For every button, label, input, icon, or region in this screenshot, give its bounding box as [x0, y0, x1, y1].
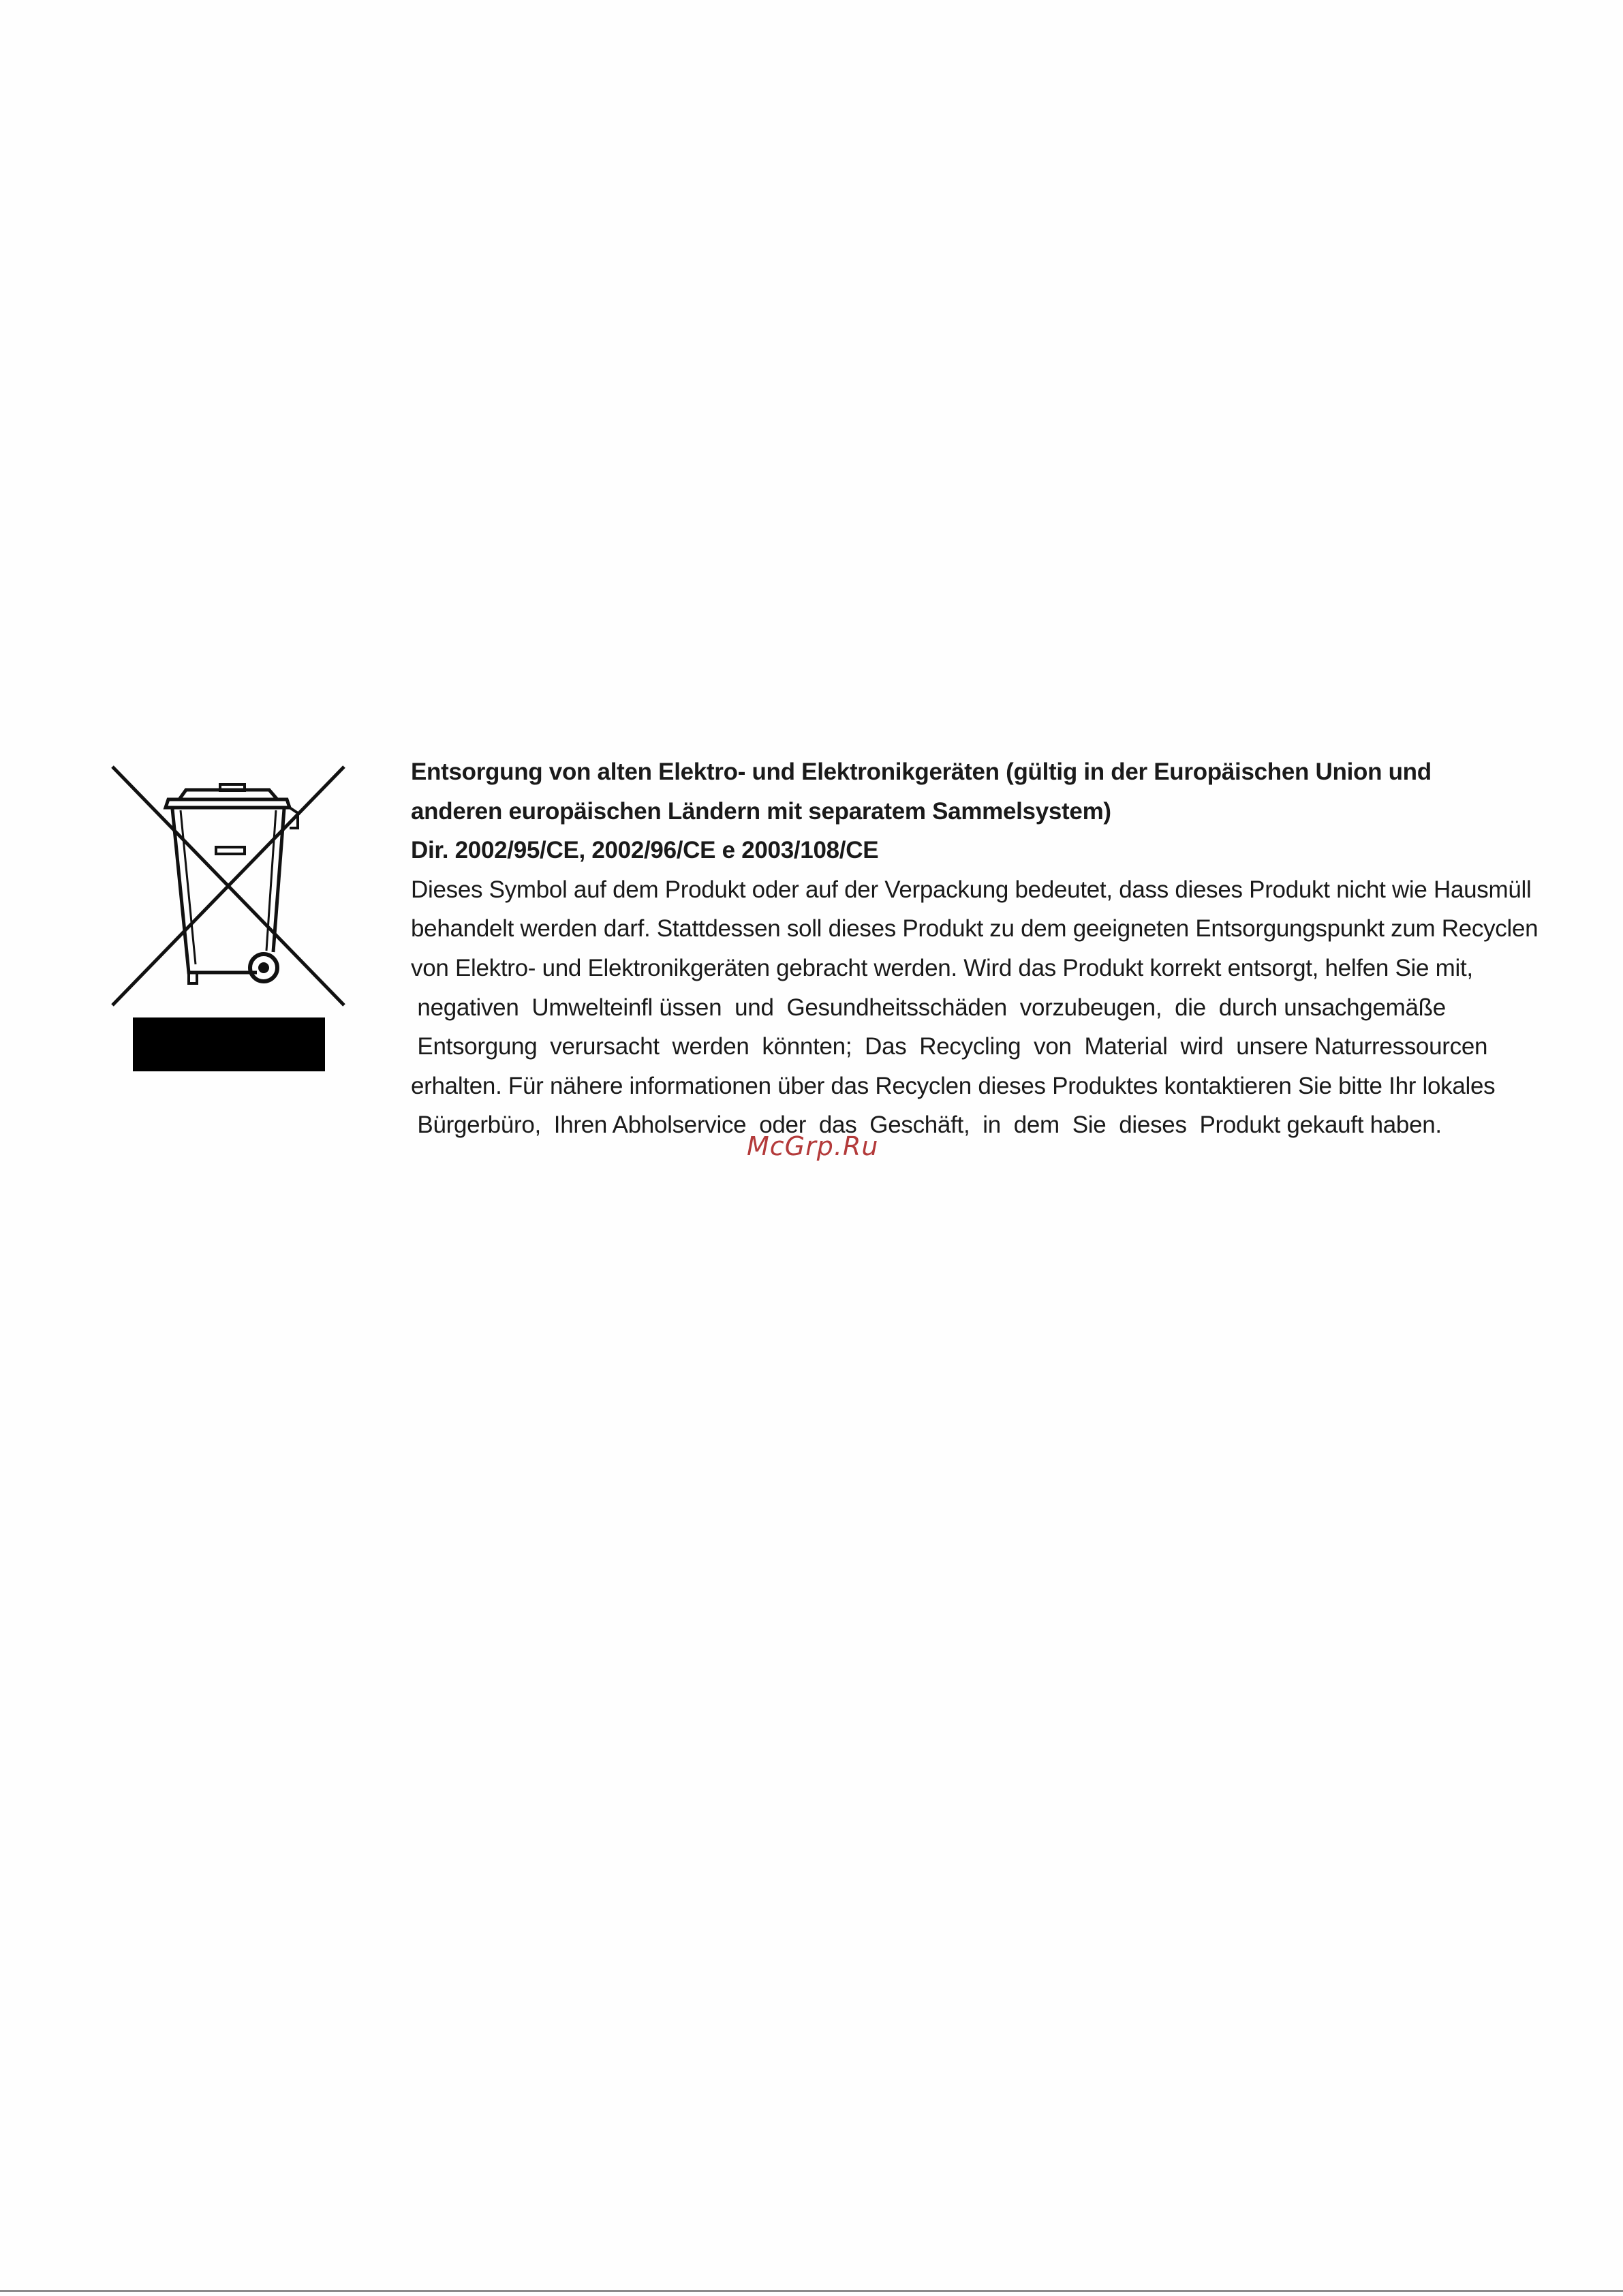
watermark: McGrp.Ru: [747, 1131, 879, 1161]
notice-body-line-4: negativen Umwelteinfl üssen und Gesundheitsschäden vorzubeugen, die durch unsachgemäße: [411, 994, 1446, 1021]
notice-body-line-2: behandelt werden darf. Stattdessen soll dieses Produkt zu dem geeigneten Entsorgungspunkt zum Recyclen: [411, 915, 1539, 943]
notice-heading-text: Entsorgung von alten Elektro- und Elektronikgeräten (gültig in der Europäischen Union und: [411, 759, 1432, 785]
notice-heading-line-1: [411, 752, 1453, 792]
notice-body-line-6: erhalten. Für nähere informationen über das Recyclen dieses Produktes kontaktieren Sie bitte Ihr lokales: [411, 1072, 1496, 1099]
notice-body-line-3: von Elektro- und Elektronikgeräten gebracht werden. Wird das Produkt korrekt entsorgt, helfen Sie mit,: [411, 954, 1473, 981]
weee-symbol: [106, 760, 351, 1073]
notice-directive: Dir. 2002/95/CE, 2002/96/CE e 2003/108/CE: [411, 837, 879, 864]
notice-body-line-7: Bürgerbüro, Ihren Abholservice oder das Geschäft, in dem Sie dieses Produkt gekauft haben.: [411, 1112, 1442, 1139]
notice-body-line-5: Entsorgung verursacht werden könnten; Das Recycling von Material wird unsere Naturressourcen: [411, 1033, 1488, 1060]
page-bottom-rule: [0, 2290, 1623, 2292]
notice-heading-line-2: anderen europäischen Ländern mit separatem Sammelsystem): [411, 797, 1111, 825]
notice-body-line-1: Dieses Symbol auf dem Produkt oder auf der Verpackung bedeutet, dass dieses Produkt nicht wie Hausmüll: [411, 876, 1532, 903]
weee-notice: [411, 752, 1539, 1145]
crossed-out-wheelie-bin-icon: [106, 760, 351, 1073]
